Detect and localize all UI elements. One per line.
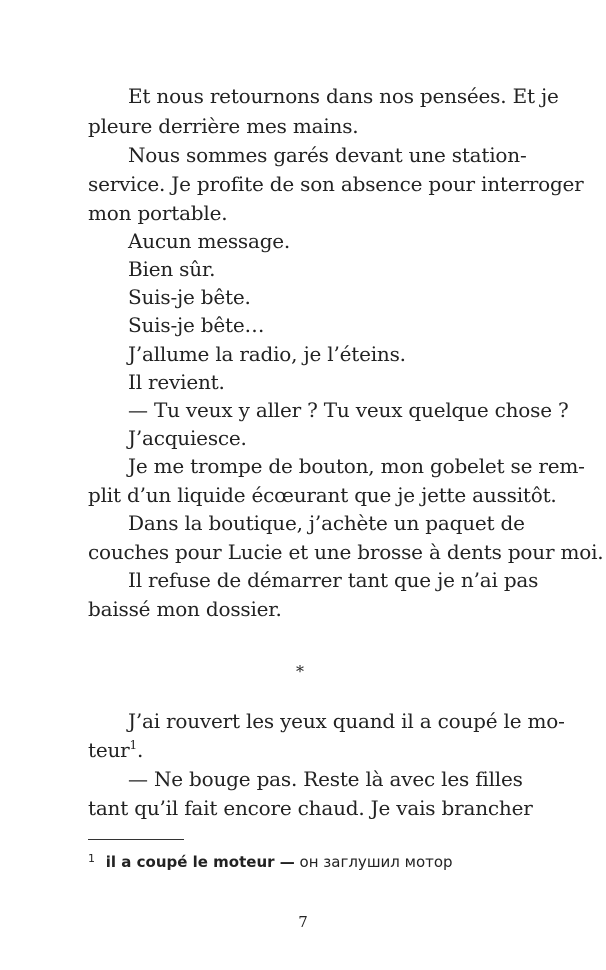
page-number: 7 xyxy=(298,913,308,931)
text-line: — Tu veux y aller ? Tu veux quelque chose ? xyxy=(128,398,569,422)
text-line: Suis-je bête. xyxy=(128,285,251,309)
text-line xyxy=(88,735,512,765)
footnote-translation: он заглушил мотор xyxy=(299,853,453,871)
text-line: Dans la boutique, j’achète un paquet de xyxy=(128,511,525,535)
section-separator: * xyxy=(296,662,304,681)
text-line: tant qu’il fait encore chaud. Je vais brancher xyxy=(88,796,533,820)
text-line: Et nous retournons dans nos pensées. Et je xyxy=(128,84,559,108)
text-fragment: . xyxy=(136,738,144,762)
text-line: J’acquiesce. xyxy=(128,426,247,450)
footnote xyxy=(88,848,453,870)
text-line: plit d’un liquide écœurant que je jette aussitôt. xyxy=(88,483,557,507)
text-line: Suis-je bête… xyxy=(128,313,265,337)
footnote-divider xyxy=(88,839,184,840)
text-line: couches pour Lucie et une brosse à dents pour moi. xyxy=(88,540,604,564)
text-line: — Ne bouge pas. Reste là avec les filles xyxy=(128,767,523,791)
text-line: J’allume la radio, je l’éteins. xyxy=(128,342,406,366)
footnote-term: il a coupé le moteur — xyxy=(105,853,295,871)
text-line: Bien sûr. xyxy=(128,257,216,281)
text-line: J’ai rouvert les yeux quand il a coupé le mo- xyxy=(128,709,565,733)
footnote-number: 1 xyxy=(88,852,95,865)
text-line: Aucun message. xyxy=(128,229,291,253)
text-line: Il revient. xyxy=(128,370,225,394)
text-line: Je me trompe de bouton, mon gobelet se rem- xyxy=(128,454,585,478)
text-line: service. Je profite de son absence pour interroger xyxy=(88,172,584,196)
text-line: Il refuse de démarrer tant que je n’ai pas xyxy=(128,568,539,592)
text-line: pleure derrière mes mains. xyxy=(88,114,359,138)
text-fragment: teur xyxy=(88,738,130,762)
text-line: mon portable. xyxy=(88,201,228,225)
text-line: baissé mon dossier. xyxy=(88,597,282,621)
footnote-reference: 1 xyxy=(129,738,137,752)
text-line: Nous sommes garés devant une station- xyxy=(128,143,527,167)
